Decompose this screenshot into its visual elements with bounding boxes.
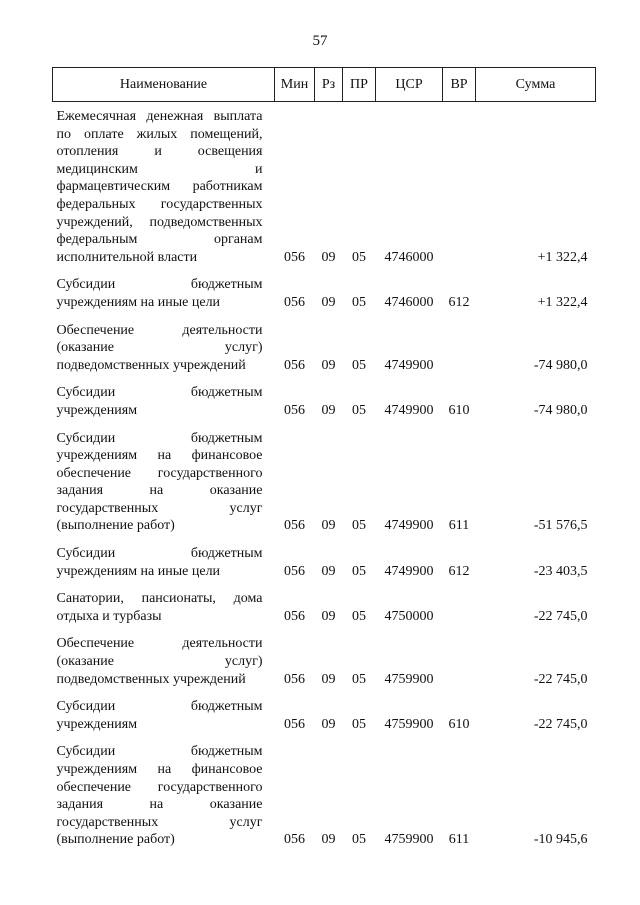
table-header-row <box>53 68 596 102</box>
cell-csr: 4749900 <box>384 563 434 579</box>
cell-sum: -23 403,5 <box>533 563 588 579</box>
table-row <box>53 276 596 321</box>
cell-sum: -22 745,0 <box>533 671 588 687</box>
header-rz: Рз <box>315 68 343 102</box>
table-row <box>53 698 596 743</box>
cell-min: 056 <box>284 716 305 732</box>
header-vr: ВР <box>443 68 476 102</box>
cell-pr: 05 <box>352 563 366 579</box>
cell-min: 056 <box>284 402 305 418</box>
cell-pr: 05 <box>352 249 366 265</box>
page-number: 57 <box>312 33 328 49</box>
cell-sum: -51 576,5 <box>533 518 588 534</box>
cell-rz: 09 <box>321 608 336 624</box>
cell-pr: 05 <box>352 402 366 418</box>
table-row <box>53 102 596 277</box>
cell-rz: 09 <box>321 563 336 579</box>
header-name: Наименование <box>53 68 275 102</box>
cell-min: 056 <box>284 671 305 687</box>
cell-name: Субсидии бюджетным учреждениям на финансовое обеспечение государственного задания на оказание государственных услуг (выполнение работ) <box>56 744 263 848</box>
cell-min: 056 <box>284 249 305 265</box>
cell-min: 056 <box>284 563 305 579</box>
cell-sum: -22 745,0 <box>533 608 588 624</box>
cell-name: Обеспечение деятельности (оказание услуг) подведомственных учреждений <box>56 322 263 373</box>
cell-min: 056 <box>284 832 305 848</box>
cell-sum: +1 322,4 <box>537 249 588 265</box>
cell-vr: 610 <box>448 402 470 418</box>
table-body <box>53 102 596 859</box>
cell-vr: 610 <box>448 716 470 732</box>
cell-rz: 09 <box>321 716 336 732</box>
cell-rz: 09 <box>321 294 336 310</box>
cell-sum: -10 945,6 <box>533 832 588 848</box>
cell-pr: 05 <box>352 716 366 732</box>
cell-sum: -22 745,0 <box>533 716 588 732</box>
cell-rz: 09 <box>321 357 336 373</box>
cell-csr: 4749900 <box>384 357 434 373</box>
cell-sum: -74 980,0 <box>533 357 588 373</box>
cell-vr: 611 <box>448 832 470 848</box>
table-row <box>53 743 596 859</box>
cell-pr: 05 <box>352 518 366 534</box>
cell-rz: 09 <box>321 671 336 687</box>
table-row <box>53 590 596 635</box>
cell-csr: 4746000 <box>384 249 434 265</box>
cell-csr: 4749900 <box>384 518 434 534</box>
cell-pr: 05 <box>352 671 366 687</box>
cell-name: Санатории, пансионаты, дома отдыха и турбазы <box>56 591 263 624</box>
cell-name: Обеспечение деятельности (оказание услуг) подведомственных учреждений <box>56 636 263 687</box>
cell-min: 056 <box>284 518 305 534</box>
table-row <box>53 384 596 429</box>
cell-csr: 4746000 <box>384 294 434 310</box>
header-pr: ПР <box>343 68 376 102</box>
cell-vr <box>443 102 476 277</box>
cell-csr: 4759900 <box>384 716 434 732</box>
cell-min: 056 <box>284 357 305 373</box>
cell-sum: -74 980,0 <box>533 402 588 418</box>
cell-pr: 05 <box>352 832 366 848</box>
table-row <box>53 545 596 590</box>
cell-name: Субсидии бюджетным учреждениям на иные цели <box>56 546 263 579</box>
cell-min: 056 <box>284 294 305 310</box>
table-row <box>53 635 596 698</box>
header-min: Мин <box>275 68 315 102</box>
cell-vr <box>443 590 476 635</box>
cell-csr: 4749900 <box>384 402 434 418</box>
cell-vr <box>443 322 476 385</box>
cell-vr <box>443 635 476 698</box>
cell-rz: 09 <box>321 518 336 534</box>
cell-vr: 612 <box>448 563 470 579</box>
cell-pr: 05 <box>352 357 366 373</box>
cell-pr: 05 <box>352 608 366 624</box>
cell-rz: 09 <box>321 832 336 848</box>
cell-sum: +1 322,4 <box>537 294 588 310</box>
cell-csr: 4759900 <box>384 832 434 848</box>
header-sum: Сумма <box>476 68 596 102</box>
cell-vr: 611 <box>448 518 470 534</box>
cell-pr: 05 <box>352 294 366 310</box>
cell-csr: 4750000 <box>384 608 434 624</box>
cell-name: Субсидии бюджетным учреждениям на финансовое обеспечение государственного задания на оказание государственных услуг (выполнение работ) <box>56 430 263 534</box>
cell-csr: 4759900 <box>384 671 434 687</box>
cell-rz: 09 <box>321 249 336 265</box>
cell-vr: 612 <box>448 294 470 310</box>
cell-name: Субсидии бюджетным учреждениям <box>56 699 263 732</box>
header-csr: ЦСР <box>376 68 443 102</box>
cell-rz: 09 <box>321 402 336 418</box>
cell-name: Ежемесячная денежная выплата по оплате жилых помещений, отопления и освещения медицинским и фармацевтическим работникам федеральных государственных учреждений, подведомственных федеральным органам исполнительной власти <box>56 109 263 265</box>
cell-name: Субсидии бюджетным учреждениям <box>56 385 263 418</box>
budget-table <box>52 67 596 859</box>
table-row <box>53 322 596 385</box>
cell-min: 056 <box>284 608 305 624</box>
table-row <box>53 430 596 546</box>
cell-name: Субсидии бюджетным учреждениям на иные цели <box>56 277 263 310</box>
